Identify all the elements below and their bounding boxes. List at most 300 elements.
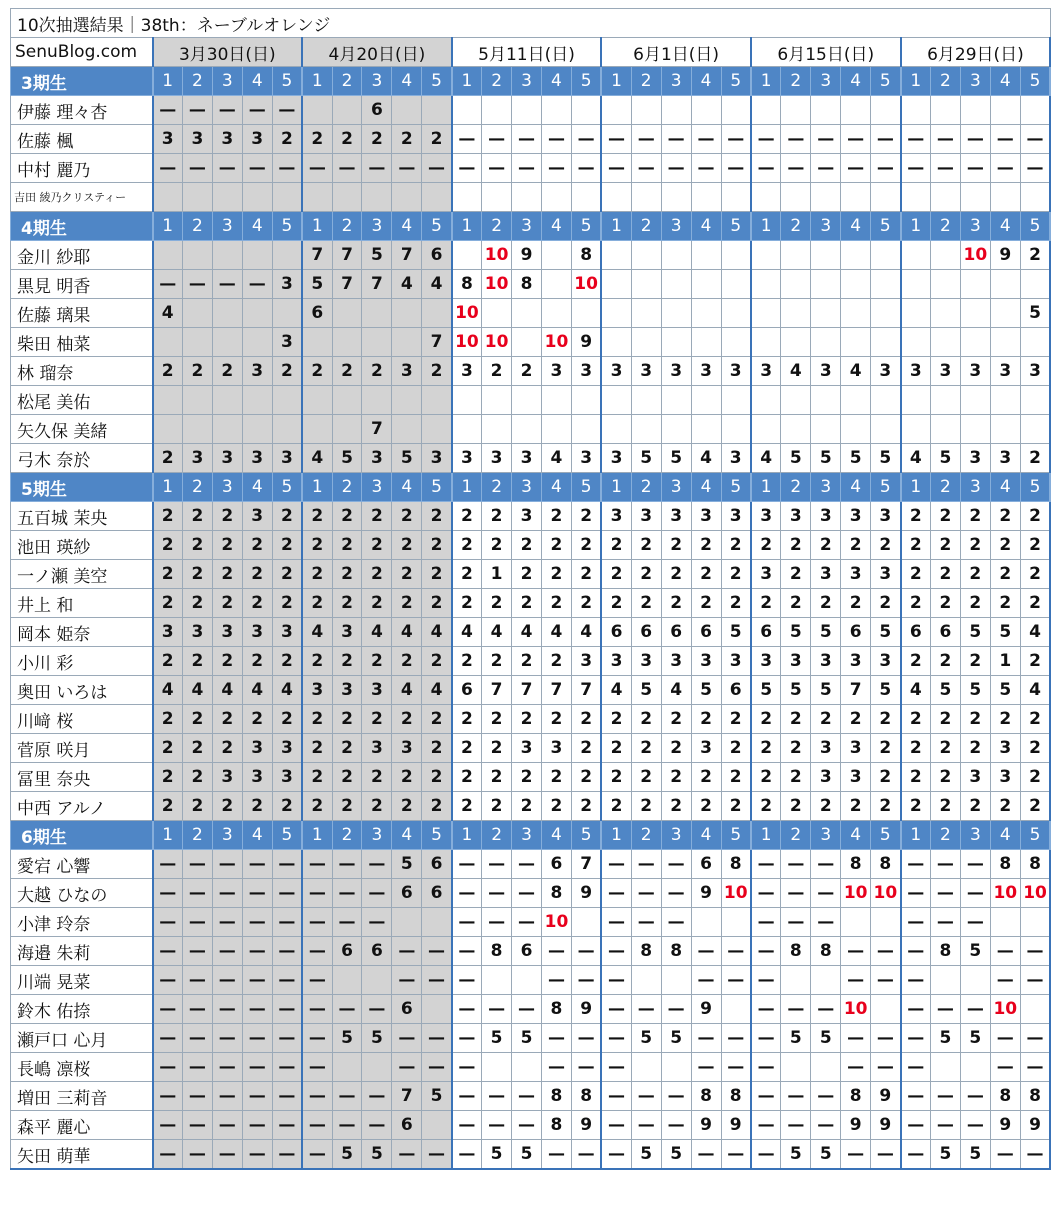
sold-out-cell: 2	[332, 357, 362, 386]
sold-out-cell: 5	[631, 444, 661, 473]
part-number: 4	[541, 473, 571, 502]
sold-out-cell: —	[721, 1140, 751, 1170]
sold-out-cell	[960, 966, 990, 995]
table-row	[11, 763, 1051, 792]
member-name: 冨里 奈央	[11, 763, 153, 792]
sold-out-cell: —	[751, 966, 781, 995]
sold-out-cell: —	[512, 154, 542, 183]
sold-out-cell	[482, 386, 512, 415]
part-number: 2	[631, 212, 661, 241]
sold-out-cell	[691, 415, 721, 444]
sold-out-cell: 2	[392, 647, 422, 676]
part-number: 5	[721, 212, 751, 241]
sold-out-cell: 2	[901, 647, 931, 676]
sold-out-cell	[721, 183, 751, 212]
sold-out-cell: 2	[392, 763, 422, 792]
sold-out-cell: —	[781, 879, 811, 908]
sold-out-cell: —	[153, 1082, 183, 1111]
sold-out-cell: 5	[631, 1024, 661, 1053]
sold-out-cell: 2	[811, 792, 841, 821]
sold-out-cell	[751, 299, 781, 328]
sold-out-cell: 2	[601, 763, 631, 792]
sold-out-cell: —	[153, 966, 183, 995]
sold-out-cell: —	[811, 995, 841, 1024]
sold-out-cell	[751, 96, 781, 125]
table-row	[11, 560, 1051, 589]
part-number: 1	[901, 212, 931, 241]
sold-out-cell: —	[841, 1024, 871, 1053]
sold-out-cell: —	[452, 1140, 482, 1170]
sold-out-cell: 2	[182, 502, 212, 531]
sold-out-cell	[332, 183, 362, 212]
sold-out-cell: 2	[901, 763, 931, 792]
table-row	[11, 618, 1051, 647]
sold-out-cell: —	[691, 937, 721, 966]
sold-out-cell: 5	[661, 444, 691, 473]
sold-out-cell: —	[212, 850, 242, 879]
sold-out-cell: 2	[811, 531, 841, 560]
sold-out-cell: 2	[182, 763, 212, 792]
table-row	[11, 1140, 1051, 1170]
sold-out-cell: —	[541, 937, 571, 966]
sold-out-cell: 9	[571, 879, 601, 908]
sold-out-cell: 2	[153, 763, 183, 792]
sold-out-cell: 2	[721, 560, 751, 589]
sold-out-cell: 7	[332, 270, 362, 299]
sold-out-cell: 2	[392, 531, 422, 560]
sold-out-cell: —	[362, 995, 392, 1024]
sold-out-cell: —	[901, 1082, 931, 1111]
sold-out-cell: 3	[302, 676, 332, 705]
sold-out-cell	[901, 386, 931, 415]
sold-out-cell: —	[601, 850, 631, 879]
sold-out-cell	[721, 328, 751, 357]
part-number: 2	[781, 473, 811, 502]
sold-out-cell: 8	[571, 1082, 601, 1111]
part-number: 5	[272, 821, 302, 850]
sold-out-cell	[482, 415, 512, 444]
sold-out-cell: 2	[601, 531, 631, 560]
sold-out-cell	[302, 183, 332, 212]
sold-out-cell: —	[332, 154, 362, 183]
sold-out-cell	[571, 908, 601, 937]
sold-out-cell	[871, 299, 901, 328]
sold-out-cell: 3	[242, 618, 272, 647]
sold-out-cell: 2	[422, 647, 452, 676]
sold-out-cell: —	[392, 1140, 422, 1170]
sold-out-cell: —	[721, 966, 751, 995]
sold-out-cell: 2	[571, 560, 601, 589]
sold-out-cell: —	[212, 154, 242, 183]
sold-out-cell: 2	[1020, 444, 1050, 473]
sold-out-cell	[392, 328, 422, 357]
sold-out-cell: 2	[541, 560, 571, 589]
sold-out-cell: 2	[242, 705, 272, 734]
sold-out-cell: 8	[452, 270, 482, 299]
sold-out-cell: 2	[302, 502, 332, 531]
sold-out-cell: 2	[182, 589, 212, 618]
sold-out-cell: 8	[512, 270, 542, 299]
sold-out-cell: —	[362, 850, 392, 879]
sold-out-cell: 2	[601, 589, 631, 618]
sold-out-cell: 2	[452, 792, 482, 821]
sold-out-cell: 2	[901, 589, 931, 618]
sold-out-cell: 4	[302, 444, 332, 473]
sold-out-cell: —	[512, 125, 542, 154]
sold-out-cell: —	[571, 966, 601, 995]
sold-out-cell: 2	[571, 589, 601, 618]
part-number: 5	[422, 821, 452, 850]
sold-out-cell	[721, 96, 751, 125]
sold-out-cell: —	[302, 908, 332, 937]
sold-out-cell: —	[631, 879, 661, 908]
sold-out-cell: 8	[990, 1082, 1020, 1111]
part-number: 5	[871, 67, 901, 96]
sold-out-cell: —	[781, 1111, 811, 1140]
sold-out-cell: 7	[362, 270, 392, 299]
sold-out-cell: 3	[272, 328, 302, 357]
sold-out-cell: 2	[302, 560, 332, 589]
sold-out-cell: —	[691, 1024, 721, 1053]
member-name: 金川 紗耶	[11, 241, 153, 270]
sold-out-cell: 2	[302, 705, 332, 734]
sold-out-cell: —	[901, 1053, 931, 1082]
sold-out-cell: 2	[930, 792, 960, 821]
sold-out-cell: 4	[392, 270, 422, 299]
site-name: SenuBlog.com	[11, 38, 153, 67]
sold-out-cell	[392, 183, 422, 212]
member-name: 池田 瑛紗	[11, 531, 153, 560]
sold-out-cell: 2	[512, 531, 542, 560]
sold-out-cell: 2	[422, 734, 452, 763]
sold-out-cell: 3	[153, 618, 183, 647]
sold-out-cell	[362, 183, 392, 212]
member-name: 増田 三莉音	[11, 1082, 153, 1111]
sold-out-cell: 4	[392, 618, 422, 647]
sold-out-cell: 8	[781, 937, 811, 966]
sold-out-cell: 2	[841, 589, 871, 618]
sold-out-cell: 2	[691, 792, 721, 821]
sold-out-cell: 8	[631, 937, 661, 966]
sold-out-cell: —	[1020, 937, 1050, 966]
sold-out-cell: 3	[841, 734, 871, 763]
sold-out-cell: 3	[841, 560, 871, 589]
sold-out-cell	[751, 270, 781, 299]
sold-out-cell: 5	[392, 850, 422, 879]
sold-out-cell: —	[811, 879, 841, 908]
sold-out-cell: 3	[272, 618, 302, 647]
sold-out-cell: 6	[691, 618, 721, 647]
part-number: 5	[1020, 821, 1050, 850]
table-row	[11, 502, 1051, 531]
sold-out-cell: 2	[1020, 792, 1050, 821]
sold-out-cell: —	[721, 1024, 751, 1053]
sold-out-cell	[601, 415, 631, 444]
sold-out-cell: 3	[871, 357, 901, 386]
sold-out-cell: 2	[302, 792, 332, 821]
sold-out-cell: 6	[422, 241, 452, 270]
sold-out-cell: —	[631, 995, 661, 1024]
sold-out-cell: 3	[541, 357, 571, 386]
sold-out-cell: 2	[182, 705, 212, 734]
sold-out-cell	[691, 270, 721, 299]
sold-out-cell: 2	[631, 705, 661, 734]
sold-out-cell	[452, 183, 482, 212]
sold-out-cell: 3	[781, 502, 811, 531]
sold-out-cell: 4	[242, 676, 272, 705]
sold-out-cell: —	[811, 154, 841, 183]
page-title: 10次抽選結果｜38th：ネーブルオレンジ	[11, 9, 1051, 38]
sold-out-cell: 4	[362, 618, 392, 647]
sold-out-cell: 2	[153, 502, 183, 531]
sold-out-cell: 3	[751, 502, 781, 531]
sold-out-cell: —	[422, 966, 452, 995]
part-number: 3	[811, 212, 841, 241]
sold-out-cell: —	[332, 995, 362, 1024]
sold-out-cell: —	[901, 908, 931, 937]
sold-out-cell	[960, 386, 990, 415]
sold-out-cell: —	[601, 1140, 631, 1170]
sold-out-cell	[242, 241, 272, 270]
sold-out-cell: —	[960, 850, 990, 879]
sold-out-cell: 2	[930, 589, 960, 618]
sold-out-cell: 2	[871, 705, 901, 734]
sold-out-cell	[422, 908, 452, 937]
sold-out-cell: —	[392, 937, 422, 966]
sold-out-cell	[422, 386, 452, 415]
sold-out-cell: 2	[272, 357, 302, 386]
sold-out-cell: —	[601, 1082, 631, 1111]
sold-out-cell: 3	[272, 763, 302, 792]
part-number: 3	[512, 67, 542, 96]
sold-out-cell: 3	[482, 444, 512, 473]
sold-out-cell: 2	[422, 763, 452, 792]
period-header-row	[11, 821, 1051, 850]
sold-out-cell: 2	[422, 792, 452, 821]
sold-out-cell: —	[153, 937, 183, 966]
part-number: 5	[422, 473, 452, 502]
sold-out-cell: 6	[512, 937, 542, 966]
part-number: 2	[182, 212, 212, 241]
sold-out-cell: 2	[422, 560, 452, 589]
sold-out-cell	[512, 183, 542, 212]
part-number: 1	[452, 473, 482, 502]
part-number: 4	[691, 473, 721, 502]
sold-out-cell: 5	[362, 1140, 392, 1170]
part-number: 2	[781, 67, 811, 96]
sold-out-cell: 2	[242, 792, 272, 821]
sold-out-cell: 2	[930, 734, 960, 763]
sold-out-cell: —	[153, 96, 183, 125]
sold-out-cell: 8	[541, 1082, 571, 1111]
sold-out-cell: —	[302, 937, 332, 966]
sold-out-cell: 2	[751, 705, 781, 734]
sold-out-cell: 3	[512, 734, 542, 763]
sold-out-cell: 8	[930, 937, 960, 966]
sold-out-cell: 4	[212, 676, 242, 705]
part-number: 4	[242, 473, 272, 502]
sold-out-cell: —	[901, 966, 931, 995]
sold-out-cell: —	[153, 908, 183, 937]
part-number: 2	[930, 67, 960, 96]
part-number: 3	[661, 821, 691, 850]
sold-out-cell: 2	[960, 531, 990, 560]
table-row	[11, 1111, 1051, 1140]
sold-out-cell	[212, 328, 242, 357]
sold-out-cell: 2	[631, 560, 661, 589]
table-row	[11, 328, 1051, 357]
sold-out-cell	[901, 299, 931, 328]
sold-out-cell: —	[930, 908, 960, 937]
sold-out-cell	[272, 241, 302, 270]
sold-out-cell: 2	[930, 647, 960, 676]
part-number: 1	[751, 67, 781, 96]
sold-out-cell: 2	[781, 763, 811, 792]
sold-out-cell: —	[452, 908, 482, 937]
sold-out-cell	[1020, 995, 1050, 1024]
part-number: 1	[302, 473, 332, 502]
part-number: 4	[691, 67, 721, 96]
part-number: 4	[841, 473, 871, 502]
sold-out-cell: —	[721, 937, 751, 966]
sold-out-cell: 2	[811, 705, 841, 734]
sold-out-cell	[182, 386, 212, 415]
sold-out-cell: 10	[452, 299, 482, 328]
date-header: 6月29日(日)	[901, 38, 1051, 67]
sold-out-cell	[781, 328, 811, 357]
sold-out-cell	[960, 299, 990, 328]
part-number: 1	[302, 212, 332, 241]
sold-out-cell	[990, 415, 1020, 444]
sold-out-cell: —	[601, 995, 631, 1024]
sold-out-cell: 8	[841, 1082, 871, 1111]
part-number: 3	[512, 473, 542, 502]
sold-out-cell: 3	[571, 647, 601, 676]
sold-out-cell: 3	[721, 357, 751, 386]
sold-out-cell: —	[392, 154, 422, 183]
sold-out-cell: 7	[841, 676, 871, 705]
part-number: 3	[212, 212, 242, 241]
sold-out-cell	[571, 299, 601, 328]
sold-out-cell: 6	[661, 618, 691, 647]
sold-out-cell: 3	[691, 502, 721, 531]
sold-out-cell: 5	[990, 676, 1020, 705]
sold-out-cell: —	[721, 1053, 751, 1082]
sold-out-cell	[332, 966, 362, 995]
table-row	[11, 676, 1051, 705]
sold-out-cell: —	[990, 1024, 1020, 1053]
sold-out-cell	[990, 908, 1020, 937]
sold-out-cell: 10	[841, 879, 871, 908]
sold-out-cell: —	[571, 1140, 601, 1170]
sold-out-cell: 2	[512, 792, 542, 821]
sold-out-cell	[841, 415, 871, 444]
sold-out-cell: —	[452, 879, 482, 908]
sold-out-cell: —	[272, 1082, 302, 1111]
sold-out-cell: —	[841, 937, 871, 966]
sold-out-cell: 2	[990, 589, 1020, 618]
sold-out-cell: 2	[901, 531, 931, 560]
part-number: 4	[691, 821, 721, 850]
sold-out-cell	[512, 386, 542, 415]
sold-out-cell: 2	[1020, 705, 1050, 734]
sold-out-cell: 5	[781, 676, 811, 705]
sold-out-cell	[512, 299, 542, 328]
sold-out-cell: 4	[541, 444, 571, 473]
sold-out-cell: 3	[242, 357, 272, 386]
table-row	[11, 908, 1051, 937]
sold-out-cell: 2	[482, 647, 512, 676]
sold-out-cell: 2	[302, 589, 332, 618]
sold-out-cell: —	[901, 125, 931, 154]
sold-out-cell: 9	[691, 1111, 721, 1140]
sold-out-cell: 5	[811, 444, 841, 473]
sold-out-cell: —	[482, 1111, 512, 1140]
sold-out-cell: 6	[721, 676, 751, 705]
member-name: 一ノ瀬 美空	[11, 560, 153, 589]
sold-out-cell: —	[153, 270, 183, 299]
sold-out-cell: —	[242, 1053, 272, 1082]
sold-out-cell: —	[153, 1111, 183, 1140]
sold-out-cell: —	[452, 995, 482, 1024]
sold-out-cell: —	[721, 154, 751, 183]
table-row	[11, 995, 1051, 1024]
sold-out-cell: 6	[452, 676, 482, 705]
period-header-row	[11, 212, 1051, 241]
sold-out-cell: 5	[781, 444, 811, 473]
sold-out-cell: —	[751, 937, 781, 966]
sold-out-cell: 2	[392, 125, 422, 154]
part-number: 3	[661, 473, 691, 502]
sold-out-cell	[1020, 96, 1050, 125]
sold-out-cell: 2	[482, 531, 512, 560]
sold-out-cell: —	[212, 270, 242, 299]
sold-out-cell	[990, 386, 1020, 415]
sold-out-cell: 2	[721, 531, 751, 560]
sold-out-cell: 10	[841, 995, 871, 1024]
sold-out-cell	[272, 183, 302, 212]
sold-out-cell: 2	[153, 531, 183, 560]
sold-out-cell: 2	[182, 734, 212, 763]
sold-out-cell: 2	[212, 589, 242, 618]
part-number: 2	[631, 67, 661, 96]
sold-out-cell	[990, 270, 1020, 299]
sold-out-cell: 7	[541, 676, 571, 705]
sold-out-cell	[811, 241, 841, 270]
sold-out-cell: —	[512, 995, 542, 1024]
sold-out-cell: —	[601, 1053, 631, 1082]
sold-out-cell: —	[153, 850, 183, 879]
sold-out-cell	[871, 908, 901, 937]
table-row	[11, 270, 1051, 299]
sold-out-cell: 8	[811, 937, 841, 966]
sold-out-cell: 2	[482, 763, 512, 792]
sold-out-cell	[691, 328, 721, 357]
date-header: 6月1日(日)	[601, 38, 751, 67]
sold-out-cell	[631, 299, 661, 328]
sold-out-cell: —	[362, 1111, 392, 1140]
sold-out-cell: —	[392, 966, 422, 995]
member-name: 柴田 柚菜	[11, 328, 153, 357]
sold-out-cell: 3	[631, 357, 661, 386]
sold-out-cell: —	[1020, 154, 1050, 183]
sold-out-cell: 2	[930, 705, 960, 734]
table-row	[11, 879, 1051, 908]
sold-out-cell	[721, 386, 751, 415]
sold-out-cell: 6	[901, 618, 931, 647]
sold-out-cell: 10	[871, 879, 901, 908]
sold-out-cell: 2	[272, 647, 302, 676]
